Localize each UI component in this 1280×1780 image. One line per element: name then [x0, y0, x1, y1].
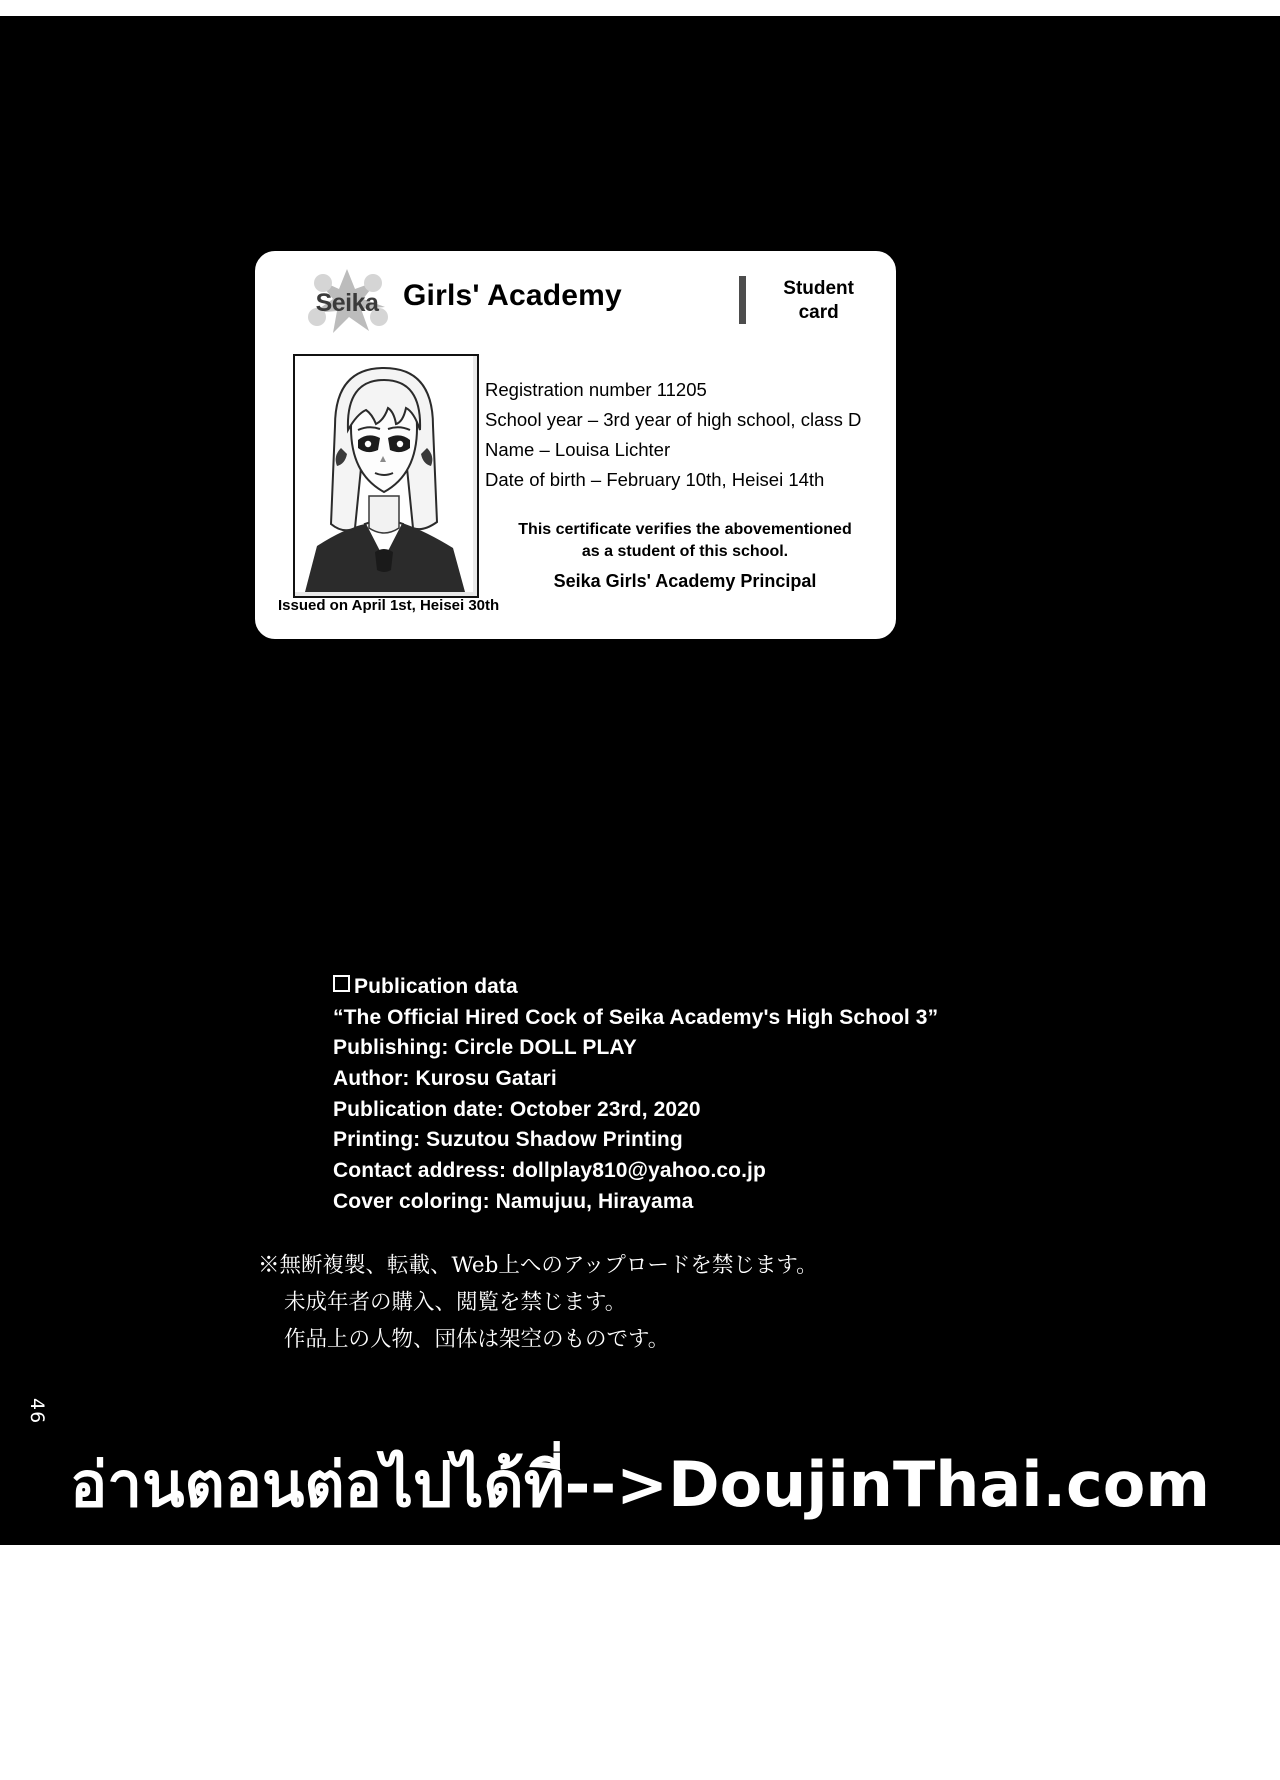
detail-registration-number: Registration number 11205 — [485, 379, 707, 400]
colophon-printing: Printing: Suzutou Shadow Printing — [333, 1128, 683, 1152]
principal-signature: Seika Girls' Academy Principal — [553, 571, 817, 591]
colophon-heading: Publication data — [354, 975, 518, 998]
colophon-publication-date: Publication date: October 23rd, 2020 — [333, 1097, 701, 1121]
card-kind-label — [783, 277, 854, 325]
detail-date-of-birth: Date of birth – February 10th, Heisei 14th — [485, 468, 825, 490]
colophon-heading-row — [333, 972, 938, 1003]
colophon-cover-coloring: Cover coloring: Namujuu, Hirayama — [333, 1189, 694, 1213]
notice-line-2: 未成年者の購入、閲覧を禁じます。 — [284, 1289, 627, 1315]
detail-name: Name – Louisa Lichter — [485, 438, 671, 460]
notice-line-3: 作品上の人物、団体は架空のものです。 — [284, 1326, 670, 1352]
card-kind-line1: Student — [783, 278, 854, 299]
notice-line-1: ※無断複製、転載、Web上へのアップロードを禁じます。 — [258, 1253, 818, 1278]
card-kind-line2: card — [798, 301, 839, 323]
seika-logo — [293, 267, 401, 337]
colophon-publishing: Publishing: Circle DOLL PLAY — [333, 1036, 637, 1060]
colophon-block — [333, 972, 938, 1217]
card-title: Girls' Academy — [403, 279, 622, 312]
footer-banner-text: อ่านตอนต่อไปได้ที่-->DoujinThai.com — [70, 1448, 1210, 1521]
seika-logo-text: Seika — [315, 289, 379, 317]
colophon-contact: Contact address: dollplay810@yahoo.co.jp — [333, 1158, 766, 1182]
legal-notice — [258, 1248, 818, 1359]
colophon-author: Author: Kurosu Gatari — [333, 1066, 557, 1090]
verification-line-2: as a student of this school. — [581, 542, 789, 560]
bottom-white-strip — [0, 1545, 1280, 1780]
colophon-title: “The Official Hired Cock of Seika Academy's High School 3” — [333, 1005, 939, 1029]
student-details — [485, 375, 875, 495]
student-portrait-illustration — [295, 356, 473, 592]
student-id-card — [253, 249, 898, 641]
detail-school-year: School year – 3rd year of high school, class D — [485, 408, 862, 430]
verification-text — [485, 519, 885, 562]
footer-banner — [0, 1430, 1280, 1550]
square-bullet-icon — [333, 975, 350, 992]
issue-date: Issued on April 1st, Heisei 30th — [278, 597, 500, 614]
top-white-strip — [0, 0, 1280, 16]
card-kind-divider — [739, 276, 746, 324]
page-number: 46 — [26, 1398, 48, 1425]
student-photo — [293, 354, 479, 598]
verification-line-1: This certificate verifies the abovementioned — [518, 521, 852, 538]
card-header — [255, 251, 896, 351]
